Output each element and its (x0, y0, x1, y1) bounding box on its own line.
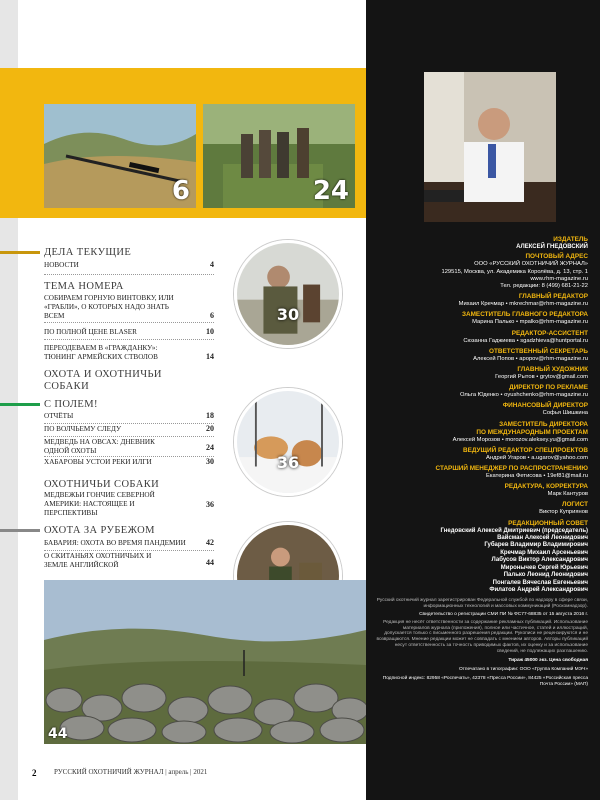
section-title: ОХОТА ЗА РУБЕЖОМ (44, 525, 155, 536)
section-title: ДЕЛА ТЕКУЩИЕ (44, 247, 132, 258)
toc-entry-text: НОВОСТИ (44, 261, 79, 269)
masthead-text: Софья Шишкина (542, 410, 588, 417)
legal-note: Свидетельство о регистрации СМИ ПИ № ФС77-68835 от 15 августа 2016 г. (419, 611, 588, 617)
toc-entry-text: ПО ПОЛНОЙ ЦЕНЕ BLASER (44, 328, 137, 336)
toc-entry[interactable] (44, 261, 214, 270)
masthead-text: Тел. редакции: 8 (499) 681-21-22 (500, 283, 588, 290)
toc-entry[interactable] (44, 491, 174, 518)
toc-entry[interactable] (44, 425, 214, 434)
masthead-heading: ГЛАВНЫЙ ХУДОЖНИК (517, 366, 588, 374)
masthead-text: Алексей Попов • apopov@rhm-magazine.ru (473, 355, 588, 362)
board-member: Палько Леонид Леонидович (503, 572, 588, 579)
masthead-text: Андрей Угаров • a.ugarov@yahoo.com (486, 454, 588, 461)
toc-rule (44, 550, 214, 551)
legal-note: Редакция не несёт ответственности за содержание рекламных публикаций. Использование материалов журнала (приложения), полное или частичное, статей и иллюстраций, допускается только с письменного разрешения редакции. Рукописи не рецензируются и не возвращаются. Мнение редакции может не совпадать с мнением авторов. Авторы публикаций несут ответственность за точность приводимых фактов, их оценку и за использование сведений, не подлежащих разглашению. (376, 619, 588, 654)
masthead-heading: РЕДАКТУРА, КОРРЕКТУРА (504, 483, 588, 491)
footer-magazine-name: РУССКИЙ ОХОТНИЧИЙ ЖУРНАЛ | апрель | 2021 (54, 768, 208, 776)
toc-entry[interactable] (44, 552, 174, 570)
publisher-portrait (424, 72, 556, 222)
masthead-text: ООО «РУССКИЙ ОХОТНИЧИЙ ЖУРНАЛ» (474, 261, 588, 268)
section-title: ОХОТА И ОХОТНИЧЬИ СОБАКИ (44, 369, 162, 392)
masthead-heading: ПОЧТОВЫЙ АДРЕС (525, 253, 588, 261)
photo-rifle[interactable] (44, 104, 196, 208)
toc-entry-text: О СКИТАНЬЯХ ОХОТНИЧЬИХ И ЗЕМЛЕ АНГЛИЙСКОЙ (44, 552, 152, 569)
masthead (376, 236, 588, 688)
toc-entry-text: БАВАРИЯ: ОХОТА ВО ВРЕМЯ ПАНДЕМИИ (44, 539, 186, 547)
toc-rule (44, 339, 214, 340)
toc-entry-text: ПЕРЕОДЕВАЕМ В «ГРАЖДАНКУ»: ТЮНИНГ АРМЕЙСКИХ СТВОЛОВ (44, 344, 158, 361)
toc-entry[interactable] (44, 328, 214, 337)
board-member: Губарев Владимир Владимирович (484, 542, 588, 549)
toc-rule (44, 436, 214, 437)
toc-page: 14 (206, 352, 214, 361)
board-member: Гнедовский Алексей Дмитриевич (председатель) (440, 527, 588, 534)
photo-hunters[interactable] (203, 104, 355, 208)
footer-page-number: 2 (32, 768, 37, 778)
toc-rule (44, 274, 214, 275)
toc-rule (44, 423, 214, 424)
masthead-heading: ПО МЕЖДУНАРОДНЫМ ПРОЕКТАМ (476, 428, 588, 436)
toc-page: 6 (210, 311, 214, 320)
photo-page-number: 6 (171, 176, 190, 206)
section-bar (0, 529, 40, 532)
toc-entry-text: МЕДВЕДЬ НА ОВСАХ: ДНЕВНИК ОДНОЙ ОХОТЫ (44, 438, 155, 455)
page-title: СОДЕРЖАНИЕ (44, 40, 200, 62)
section-title: С ПОЛЕМ! (44, 399, 98, 410)
photo-stone-wall[interactable] (44, 580, 366, 744)
circle-photo-36[interactable] (234, 388, 342, 496)
section-bar (0, 251, 40, 254)
circle-page-number: 36 (276, 453, 300, 472)
masthead-heading: ЗАМЕСТИТЕЛЬ ДИРЕКТОРА (499, 420, 588, 428)
toc-page: 42 (206, 538, 214, 547)
toc-page: 36 (206, 500, 214, 509)
masthead-text: 129515, Москва, ул. Академика Королёва, д. 13, стр. 1 (441, 268, 588, 275)
masthead-heading: ВЕДУЩИЙ РЕДАКТОР СПЕЦПРОЕКТОВ (463, 446, 588, 454)
toc-entry[interactable] (44, 294, 174, 321)
masthead-heading: ЗАМЕСТИТЕЛЬ ГЛАВНОГО РЕДАКТОРА (461, 311, 588, 319)
masthead-text: Михаил Кречмар • mkrechmar@rhm-magazine.ru (458, 301, 588, 308)
photo-page-number: 24 (312, 176, 349, 206)
toc-entry[interactable] (44, 539, 214, 548)
toc-entry-text: ПО ВОЛЧЬЕМУ СЛЕДУ (44, 425, 122, 433)
masthead-text: Марина Палько • mpalko@rhm-magazine.ru (472, 319, 588, 326)
toc-entry[interactable] (44, 412, 214, 421)
board-member: Кречмар Михаил Арсеньевич (500, 549, 588, 556)
masthead-heading: ФИНАНСОВЫЙ ДИРЕКТОР (502, 402, 588, 410)
masthead-heading: ДИРЕКТОР ПО РЕКЛАМЕ (509, 384, 588, 392)
masthead-heading: СТАРШИЙ МЕНЕДЖЕР ПО РАСПРОСТРАНЕНИЮ (435, 465, 588, 473)
toc-entry-text: ХАБАРОВЫ УСТОИ РЕКИ ИЛГИ (44, 458, 152, 466)
masthead-heading: РЕДАКЦИОННЫЙ СОВЕТ (508, 519, 588, 527)
masthead-heading: ЛОГИСТ (561, 501, 588, 509)
board-member: Понгалев Вячеслав Евгеньевич (492, 579, 588, 586)
masthead-text: Виктор Куприянов (539, 509, 588, 516)
subscription-index: Подписной индекс: 82958 «Роспечать», 42378 «Пресса России», 84425 «Российская пресса Почта России» (МАП) (382, 676, 588, 687)
section-title: ТЕМА НОМЕРА (44, 281, 124, 292)
toc-entry[interactable] (44, 344, 174, 362)
board-member: Лабусов Виктор Александрович (491, 557, 588, 564)
toc-page: 24 (206, 443, 214, 452)
masthead-text: Марк Кантуров (547, 491, 588, 498)
masthead-link[interactable]: www.rhm-magazine.ru (530, 275, 588, 282)
masthead-text: Георгий Рытов • grytov@gmail.com (495, 374, 588, 381)
circle-photo-30[interactable] (234, 240, 342, 348)
toc-page: 20 (206, 424, 214, 433)
masthead-heading: ИЗДАТЕЛЬ (553, 236, 588, 243)
circle-page-number: 30 (276, 305, 300, 324)
masthead-heading: РЕДАКТОР-АССИСТЕНТ (511, 329, 588, 337)
print-run: Тираж 45000 экз. Цена свободная (508, 658, 588, 664)
toc-entry[interactable] (44, 438, 174, 456)
masthead-text: Сюзанна Гаджиева • sgadzhieva@huntportal.ru (463, 337, 588, 344)
printer: Отпечатано в типографии: ООО «Группа Компаний МЭЧ» (458, 667, 588, 673)
toc-rule (44, 456, 214, 457)
masthead-text: Екатерина Фетисова • 19ef81@mail.ru (486, 473, 588, 480)
toc-entry[interactable] (44, 458, 214, 467)
toc-rule (44, 322, 214, 323)
masthead-text: Алексей Морозов • morozov.aleksey.yu@gmail.com (452, 436, 588, 443)
masthead-heading: ОТВЕТСТВЕННЫЙ СЕКРЕТАРЬ (488, 347, 588, 355)
masthead-heading: ГЛАВНЫЙ РЕДАКТОР (518, 293, 588, 301)
toc-page: 44 (206, 558, 214, 567)
toc-page: 10 (206, 327, 214, 336)
toc-page: 4 (210, 260, 214, 269)
toc-entry-text: МЕДВЕЖЬИ ГОНЧИЕ СЕВЕРНОЙ АМЕРИКИ: НАСТОЯЩЕЕ И ПЕРСПЕКТИВЫ (44, 491, 155, 517)
toc-entry-text: СОБИРАЕМ ГОРНУЮ ВИНТОВКУ, ИЛИ «ГРАБЛИ», О КОТОРЫХ НАДО ЗНАТЬ ВСЕМ (44, 294, 174, 320)
toc-page: 18 (206, 411, 214, 420)
photo-page-number: 44 (48, 726, 68, 742)
toc-page: 30 (206, 457, 214, 466)
board-member: Филатов Андрей Александрович (489, 586, 588, 593)
legal-note: Русский охотничий журнал зарегистрирован Федеральной службой по надзору в сфере связи, информационных технологий и массовых коммуникаций (Роскомнадзор). (376, 598, 588, 610)
toc-entry-text: ОТЧЁТЫ (44, 412, 74, 420)
masthead-text: Ольга Юденко • oyushchenko@rhm-magazine.ru (459, 392, 588, 399)
board-member: Миронычев Сергей Юрьевич (500, 564, 588, 571)
section-title: ОХОТНИЧЬИ СОБАКИ (44, 479, 160, 490)
board-member: Вайсман Алексей Леонидович (497, 535, 588, 542)
masthead-name: АЛЕКСЕЙ ГНЕДОВСКИЙ (516, 244, 588, 250)
section-bar (0, 403, 40, 406)
